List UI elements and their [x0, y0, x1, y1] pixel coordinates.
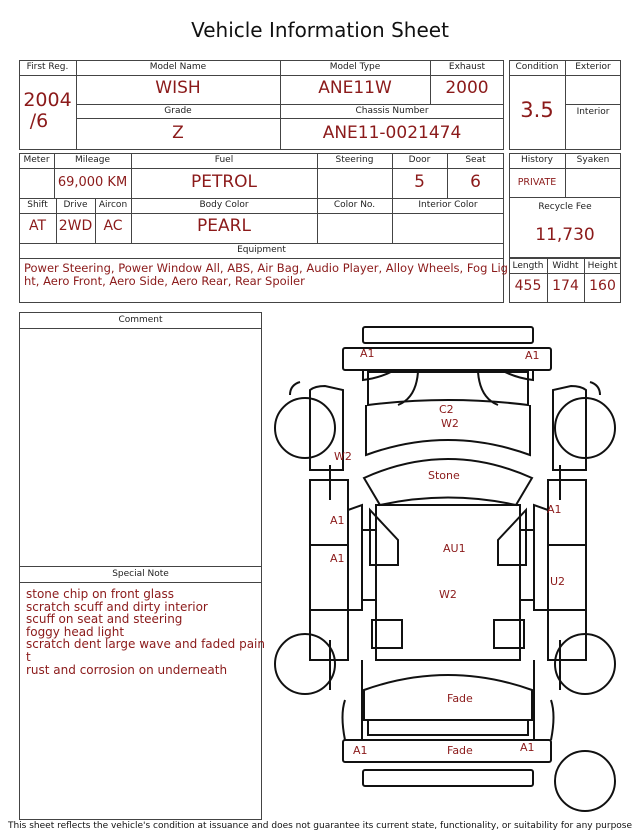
drive-label: Drive: [63, 200, 88, 210]
damage-fender-left: W2: [334, 450, 352, 463]
aircon-label: Aircon: [98, 200, 128, 210]
damage-front-left: A1: [360, 347, 375, 360]
equipment-line-2: ht, Aero Front, Aero Side, Aero Rear, Rear Spoiler: [24, 274, 305, 288]
interior-label: Interior: [576, 107, 610, 117]
length-value: 455: [514, 278, 542, 294]
width-label: Widht: [552, 261, 579, 271]
drive-value: 2WD: [58, 218, 93, 234]
mileage-value: 69,000 KM: [57, 175, 128, 190]
damage-roof: AU1: [443, 542, 466, 555]
model-name-label: Model Name: [149, 62, 207, 72]
body-color-value: PEARL: [197, 216, 251, 236]
first-reg-year: 2004: [23, 89, 72, 111]
shift-value: AT: [28, 218, 47, 234]
fuel-label: Fuel: [214, 155, 234, 165]
equipment-label: Equipment: [237, 245, 286, 255]
special-note-item: scratch scuff and dirty interior: [26, 599, 208, 614]
steering-label: Steering: [335, 155, 374, 165]
chassis-number: ANE11-0021474: [322, 123, 462, 143]
special-note-item: foggy head light: [26, 624, 125, 639]
special-note-label: Special Note: [112, 569, 169, 579]
fuel-value: PETROL: [190, 172, 258, 192]
damage-right-rear-door: U2: [550, 575, 566, 588]
damage-hood-2: W2: [441, 417, 459, 430]
damage-rear-window: Fade: [447, 692, 473, 705]
model-type: ANE11W: [318, 78, 392, 98]
damage-roof-2: W2: [439, 588, 457, 601]
interior-color-label: Interior Color: [418, 200, 478, 210]
first-reg-label: First Reg.: [26, 62, 69, 72]
damage-windshield: Stone: [428, 469, 460, 482]
body-color-label: Body Color: [199, 200, 249, 210]
exterior-label: Exterior: [575, 62, 611, 72]
damage-front-right: A1: [525, 349, 540, 362]
damage-rear-left: A1: [353, 744, 368, 757]
shift-label: Shift: [27, 200, 48, 210]
history-value: PRIVATE: [517, 177, 557, 188]
damage-rear-right: A1: [520, 741, 535, 754]
color-no-label: Color No.: [333, 200, 376, 210]
special-note-item: rust and corrosion on underneath: [26, 662, 228, 677]
special-note-item: scuff on seat and steering: [26, 612, 183, 627]
seat-label: Seat: [465, 155, 486, 165]
damage-left-rear-door: A1: [330, 552, 345, 565]
height-label: Height: [587, 261, 618, 271]
model-type-label: Model Type: [329, 62, 381, 72]
equipment-line-1: Power Steering, Power Window All, ABS, Air Bag, Audio Player, Alloy Wheels, Fog Lig: [24, 261, 508, 275]
syaken-label: Syaken: [576, 155, 610, 165]
comment-label: Comment: [118, 315, 163, 325]
car-damage-diagram: [268, 318, 628, 818]
length-label: Length: [512, 261, 544, 271]
history-label: History: [520, 155, 554, 165]
grade-value: Z: [172, 123, 184, 143]
grade-label: Grade: [164, 106, 192, 116]
seat-value: 6: [470, 172, 481, 192]
damage-left-front-door: A1: [330, 514, 345, 527]
special-note-item: stone chip on front glass: [26, 587, 175, 601]
recycle-fee-label: Recycle Fee: [538, 202, 592, 212]
door-label: Door: [408, 155, 431, 165]
height-value: 160: [589, 278, 616, 294]
special-note-item: t: [26, 649, 31, 664]
aircon-value: AC: [103, 218, 123, 234]
exhaust-label: Exhaust: [448, 62, 486, 72]
special-note-item: scratch dent large wave and faded pain: [26, 637, 265, 652]
recycle-fee-value: 11,730: [535, 225, 595, 245]
meter-label: Meter: [23, 155, 50, 165]
special-notes-list: [26, 588, 265, 676]
disclaimer-footer: This sheet reflects the vehicle's condition at issuance and does not guarantee its current state, functionality, or suitability for any purpose: [7, 821, 633, 831]
damage-hood-1: C2: [439, 403, 454, 416]
exhaust-value: 2000: [445, 78, 489, 98]
damage-right-front-door: A1: [547, 503, 562, 516]
first-reg-month: /6: [29, 110, 49, 132]
door-value: 5: [414, 172, 425, 192]
condition-label: Condition: [515, 62, 559, 72]
mileage-label: Mileage: [74, 155, 111, 165]
chassis-label: Chassis Number: [355, 106, 429, 116]
model-name: WISH: [155, 78, 201, 98]
condition-grade: 3.5: [520, 98, 554, 122]
width-value: 174: [552, 278, 579, 294]
damage-tailgate: Fade: [447, 744, 473, 757]
sheet-title: Vehicle Information Sheet: [191, 18, 449, 42]
